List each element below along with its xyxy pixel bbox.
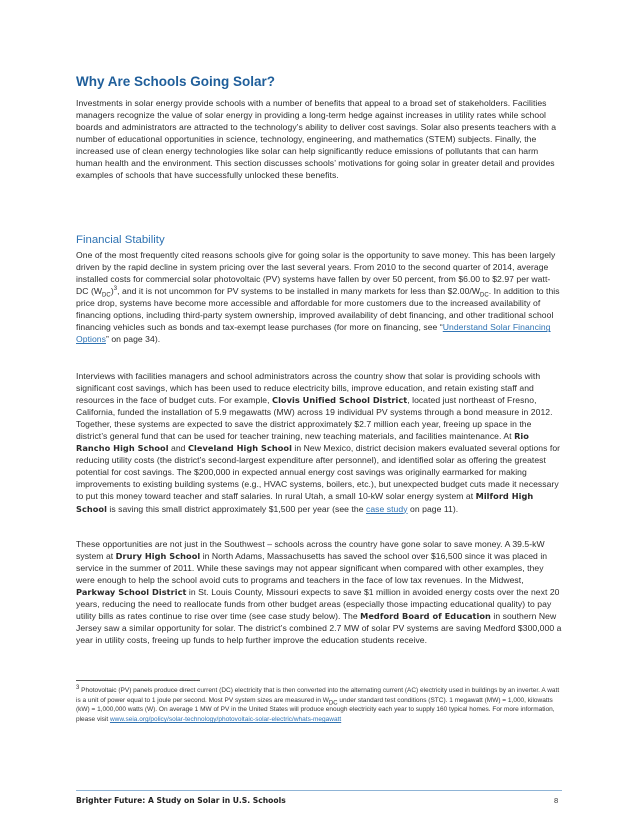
school-name: Drury High School — [115, 551, 201, 562]
intro-paragraph: Investments in solar energy provide schools with a number of benefits that appeal to a broad set of stakeholders. Facilities managers recognize the value of solar energy in providing a long-term hedge against increases in utility rates while school boards and administrators are attracted to the technology’s ability to deliver cost savings. Solar also presents teachers with a number of educational opportunities in science, technology, engineering, and mathematics (STEM) subjects. Finally, the increased use of clean energy technologies like solar can help significantly reduce emissions of pollutants that can harm human health and the environment. This section discusses schools’ motivations for going solar in greater detail and provides examples of schools that have successfully unlocked these benefits. — [76, 98, 557, 181]
section-heading-financial-stability: Financial Stability — [76, 234, 165, 246]
text-run: is saving this small district approximately $1,500 per year (see the — [106, 503, 366, 514]
footnote-number: 3 — [76, 684, 80, 691]
text-run: and — [168, 443, 188, 454]
text-run: Interviews with facilities managers and school administrators across the country show that solar is providing schools with significant cost savings, which has been used to reduce electricity bills, improve education, and retain existing staff and resources in the face of budget cuts. For example, — [76, 371, 541, 406]
text-run: , and it is not uncommon for PV systems to be installed in many markets for less than $2.00/W — [117, 286, 481, 297]
financial-paragraph-1: One of the most frequently cited reasons schools give for going solar is the opportunity to save money. This has been largely driven by the rapid decline in system pricing over the last several years. From 2010 to the second quarter of 2014, average installed costs for commercial solar photovoltaic (PV) systems have fallen by over 50 percent, from $6.00 to $2.97 per watt-DC $(W_{DC})^3$, and it is not uncommon for PV systems to be installed in many markets for less than $\$2.00/W_{DC}$. In addition to this price drop, systems have become more accessible and affordable for more customers due to the increased availability of financing options, including third-party system ownership, improved availability of debt financing, and other traditional school financing vehicles such as bonds and tax-exempt lease purchases (for more on financing, see “Understand Solar Financing Options” on page 34). — [76, 250, 560, 345]
page-title: Why Are Schools Going Solar? — [76, 74, 276, 89]
text-run: ” on page 34). — [105, 334, 161, 345]
text-run: One of the most frequently cited reasons schools give for going solar is the opportunity to save money. This has been largely driven by the rapid decline in system pricing over the last several years. From 2010 to the second quarter of 2014, average installed costs for commercial solar photovoltaic (PV) systems have fallen by over 50 percent, from $6.00 to $2.97 per watt-DC (W — [76, 250, 556, 297]
school-name: Clovis Unified School District — [272, 395, 408, 406]
text-run: under standard test conditions (STC). 1 megawatt (MW) = 1,000, kilowatts (kW) = 1,000,000 watts (W). On average 1 MW of PV in the United States will produce enough electricity each year to supply 160 typical homes. For more information, please visit — [76, 696, 555, 724]
footnote — [76, 686, 564, 725]
financial-paragraph-3 — [76, 538, 562, 646]
seia-link[interactable]: www.seia.org/policy/solar-technology/photovoltaic-solar-electric/whats-megawatt — [109, 716, 342, 724]
subscript: DC — [328, 700, 338, 706]
subscript: DC — [102, 292, 111, 299]
text-run: . In addition to this price drop, systems have become more accessible and affordable for more customers due to the increased availability of financing options, including third-party system ownership, improved availability of debt financing, and other traditional school financing vehicles such as bonds and tax-exempt lease purchases (for more on financing, see “ — [76, 286, 560, 333]
financing-options-link[interactable]: Understand Solar Financing Options — [76, 322, 551, 345]
text-run: , located just northeast of Fresno, California, funded the installation of 5.9 megawatts (MW) across 19 individual PV systems through a bond measure in 2012. Together, these systems are expected to save the district approximately $2.7 million each year, freeing up space in the district’s general fund that can be used for teacher training, new teaching materials, and facilities maintenance. At — [76, 395, 553, 442]
subscript: DC — [480, 292, 489, 299]
school-name: Medford Board of Education — [360, 611, 491, 622]
school-name: Milford High School — [76, 491, 534, 514]
page-number: 8 — [554, 796, 559, 805]
school-name: Cleveland High School — [187, 443, 292, 454]
financial-paragraph-2 — [76, 370, 562, 515]
text-run: on page 11). — [407, 503, 459, 514]
school-name: Rio Rancho High School — [76, 431, 529, 454]
footnote-ref: 3 — [113, 286, 118, 293]
text-run: in New Mexico, district decision makers evaluated several options for reducing utility costs (the district’s second-largest expenditure after personnel), and identified solar as offering the greatest potential for cost savings. The $200,000 in expected annual energy cost savings was originally earmarked for making improvements to existing building systems (e.g., HVAC systems, boilers, etc.), but unexpected budget cuts made it necessary to put this money toward teacher and staff salaries. In rural Utah, a small 10-kW solar energy system at — [76, 443, 561, 502]
footer-divider — [76, 790, 562, 791]
case-study-link[interactable]: case study — [365, 503, 408, 514]
text-run: These opportunities are not just in the Southwest – schools across the country have gone solar to save money. A 39.5-kW system at — [76, 539, 545, 562]
school-name: Parkway School District — [76, 587, 187, 598]
text-run: in southern New Jersey saw a similar opportunity for solar. The district’s combined 2.7 MW of solar PV systems are saving Medford $300,000 a year in utility costs, freeing up funds to help further improve the education students receive. — [76, 611, 562, 646]
footer-title: Brighter Future: A Study on Solar in U.S. Schools — [76, 796, 286, 805]
footnote-divider — [76, 680, 200, 681]
text-run: Photovoltaic (PV) panels produce direct current (DC) electricity that is then converted into the alternating current (AC) electricity used in buildings by an inverter. A watt is a unit of power equal to 1 joule per second. Most PV system sizes are measured in W — [76, 687, 560, 704]
text-run: in St. Louis County, Missouri expects to save $1 million in avoided energy costs over the next 20 years, reducing the need to reallocate funds from other budget areas (especially those impacting educational quality) to pay utility bills as rates continue to rise over time (see case study below). The — [76, 587, 560, 622]
text-run: in North Adams, Massachusetts has saved the school over $16,500 since it was placed in service in the summer of 2011. While these savings may not appear significant when compared with other examples, they were enough to help the school avoid cuts to programs and teachers in the face of low tax revenues. In the Midwest, — [76, 551, 548, 586]
